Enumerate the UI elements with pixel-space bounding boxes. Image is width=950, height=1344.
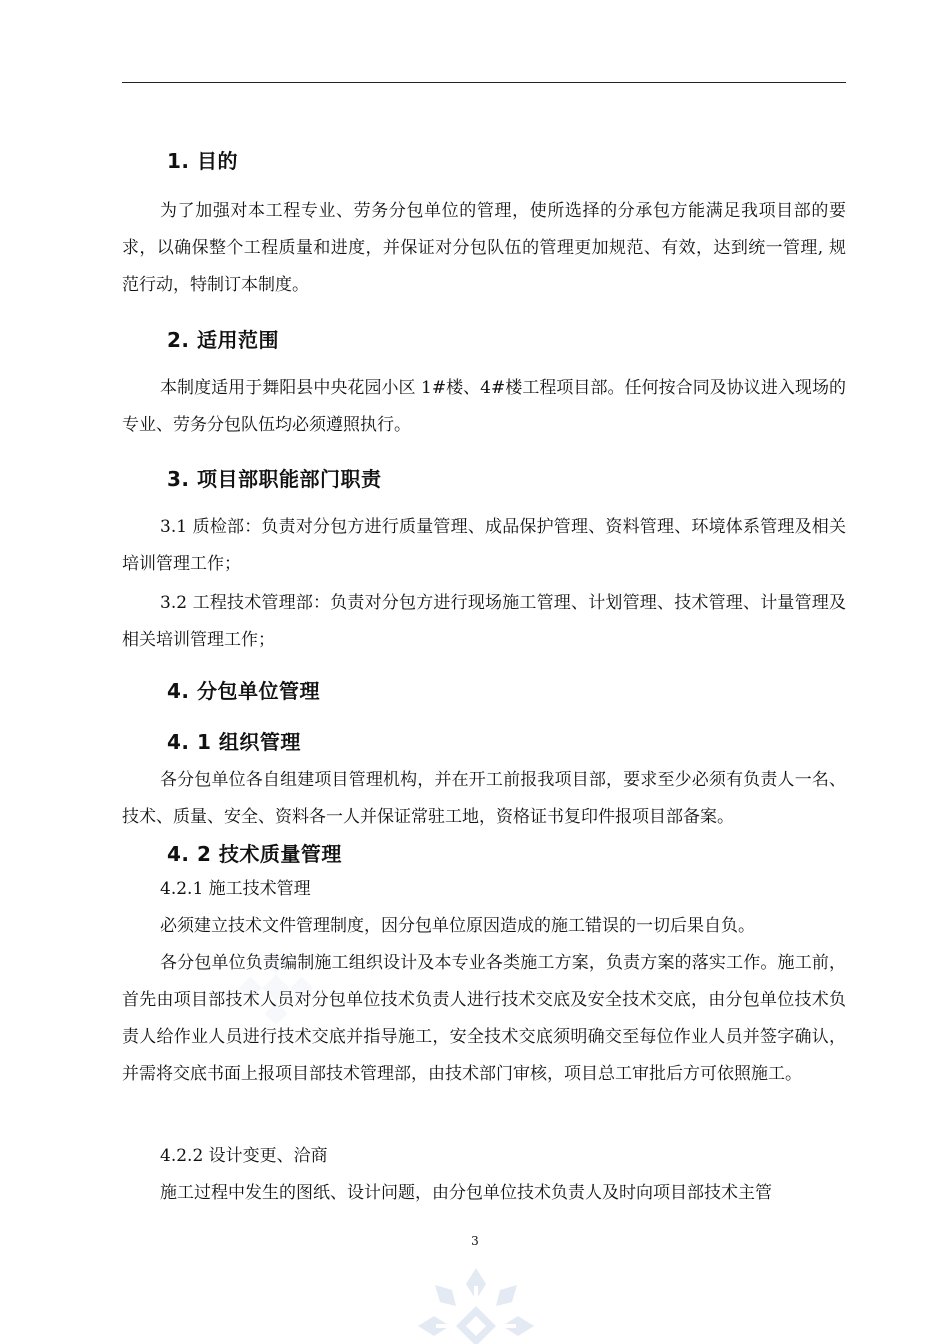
header-rule xyxy=(122,82,846,83)
section-1-heading: 1. 目的 xyxy=(167,149,238,173)
section-4-2-2-paragraph: 施工过程中发生的图纸、设计问题，由分包单位技术负责人及时向项目部技术主管 xyxy=(160,1183,772,1203)
section-3-heading: 3. 项目部职能部门职责 xyxy=(167,467,382,491)
section-4-2-heading: 4. 2 技术质量管理 xyxy=(167,842,342,866)
section-4-2-2-label: 4.2.2 设计变更、洽商 xyxy=(160,1146,328,1166)
section-3-1-paragraph: 3.1 质检部：负责对分包方进行质量管理、成品保护管理、资料管理、环境体系管理及相关培训管理工作； xyxy=(122,517,846,574)
section-2-paragraph: 本制度适用于舞阳县中央花园小区 1#楼、4#楼工程项目部。任何按合同及协议进入现场的专业、劳务分包队伍均必须遵照执行。 xyxy=(122,378,846,435)
snowflake-logo-icon xyxy=(412,1262,540,1344)
section-4-1-heading: 4. 1 组织管理 xyxy=(167,730,301,754)
section-1-paragraph: 为了加强对本工程专业、劳务分包单位的管理，使所选择的分承包方能满足我项目部的要求，以确保整个工程质量和进度，并保证对分包队伍的管理更加规范、有效，达到统一管理, 规范行动，特制订本制度。 xyxy=(122,201,846,295)
page-number: 3 xyxy=(471,1234,479,1248)
section-3-2-paragraph: 3.2 工程技术管理部：负责对分包方进行现场施工管理、计划管理、技术管理、计量管理及相关培训管理工作； xyxy=(122,593,846,650)
watermark-faint-icon xyxy=(236,948,316,1028)
section-4-heading: 4. 分包单位管理 xyxy=(167,679,320,703)
section-4-1-paragraph: 各分包单位各自组建项目管理机构，并在开工前报我项目部，要求至少必须有负责人一名、技术、质量、安全、资料各一人并保证常驻工地，资格证书复印件报项目部备案。 xyxy=(122,770,846,827)
section-4-2-1-paragraph-2: 各分包单位负责编制施工组织设计及本专业各类施工方案，负责方案的落实工作。施工前，首先由项目部技术人员对分包单位技术负责人进行技术交底及安全技术交底，由分包单位技术负责人给作业人员进行技术交底并指导施工，安全技术交底须明确交至每位作业人员并签字确认，并需将交底书面上报项目部技术管理部，由技术部门审核，项目总工审批后方可依照施工。 xyxy=(122,953,846,1084)
section-4-2-1-label: 4.2.1 施工技术管理 xyxy=(160,879,311,899)
section-4-2-1-paragraph-1: 必须建立技术文件管理制度，因分包单位原因造成的施工错误的一切后果自负。 xyxy=(160,916,755,936)
section-2-heading: 2. 适用范围 xyxy=(167,328,279,352)
